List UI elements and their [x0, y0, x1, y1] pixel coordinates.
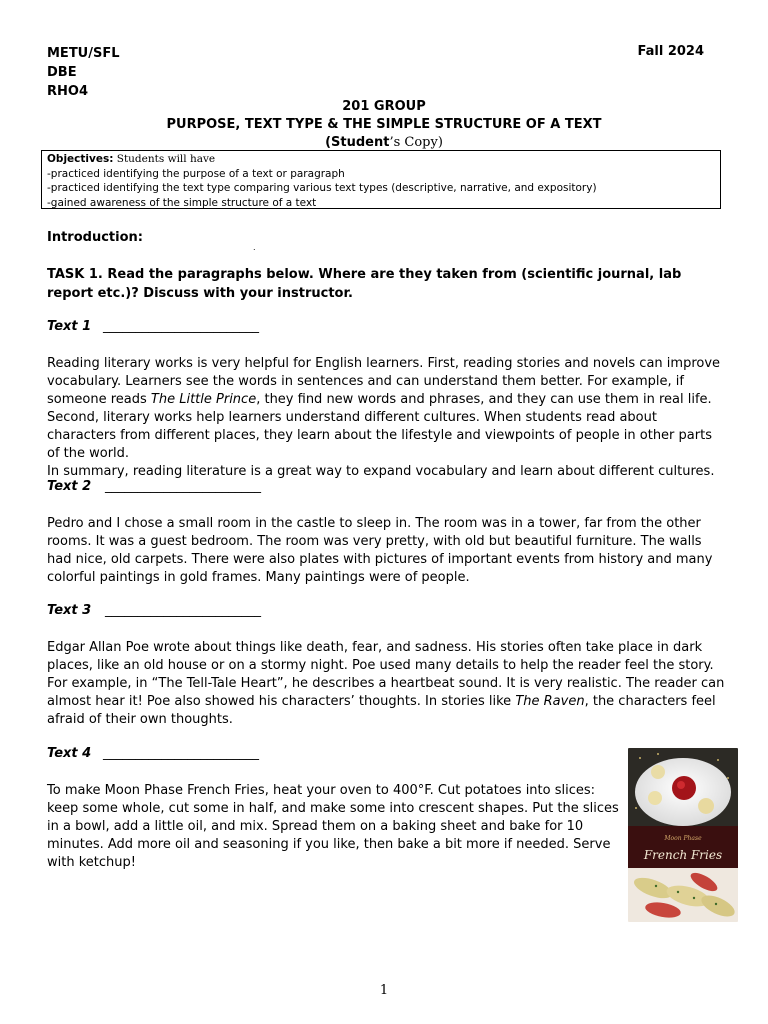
text1-answer-blank[interactable]: ________________________: [103, 319, 259, 334]
header-course: RHO4: [47, 84, 88, 99]
title-block: [0, 98, 768, 152]
group-title: 201 GROUP: [342, 99, 426, 114]
text3-label: Text 3: [47, 603, 92, 618]
text4-label: Text 4: [47, 746, 92, 761]
image-caption: French Fries: [643, 848, 723, 862]
header-dept: DBE: [47, 65, 77, 80]
page-number: 1: [379, 983, 389, 998]
text4-answer-blank[interactable]: ________________________: [103, 746, 259, 761]
text4-paragraph: To make Moon Phase French Fries, heat your oven to 400°F. Cut potatoes into slices: keep some whole, cut some in half, and make some into crescent shapes. Put the slices in a bowl, add a little oil, and mix. Spread them on a baking sheet and bake for 10 minutes. Add more oil and seasoning if you like, then bake a bit more if needed. Serve with ketchup!: [47, 783, 619, 870]
text3-answer-blank[interactable]: ________________________: [105, 603, 261, 618]
poem-title-raven: The Raven: [515, 694, 585, 709]
stray-dot: .: [253, 243, 256, 252]
text2-label: Text 2: [47, 479, 92, 494]
objectives-lead: Students will have: [113, 153, 216, 165]
page-title: PURPOSE, TEXT TYPE & THE SIMPLE STRUCTURE OF A TEXT: [166, 117, 602, 132]
copy-label-bold: Student: [331, 135, 390, 150]
text2-paragraph: Pedro and I chose a small room in the castle to sleep in. The room was in a tower, far from the other rooms. It was a guest bedroom. The room was very pretty, with old but beautiful furniture. The walls had nice, old carpets. There were also plates with pictures of important events from history and many colorful paintings in gold frames. Many paintings were of people.: [47, 516, 713, 585]
book-title-little-prince: The Little Prince: [150, 392, 257, 407]
header-org: METU/SFL: [47, 46, 120, 61]
task1-instructions: TASK 1. Read the paragraphs below. Where are they taken from (scientific journal, lab report etc.)? Discuss with your instructor.: [47, 267, 682, 301]
text1-paragraph: Reading literary works is very helpful for English learners. First, reading stories and novels can improve vocabulary. Learners see the words in sentences and can understand them better. For example, if someone reads The Little Prince, they find new words and phrases, and they can use them in real life. Second, literary works help learners understand different cultures. When students read about characters from different places, they learn about the lifestyle and viewpoints of people in other parts of the world. In summary, reading literature is a great way to expand vocabulary and learn about different cultures.: [47, 356, 721, 479]
objectives-label: Objectives:: [47, 153, 114, 165]
objectives-box: [41, 150, 721, 209]
header-left: [47, 44, 120, 101]
text1-label: Text 1: [47, 319, 92, 334]
image-small-caption: Moon Phase: [664, 835, 702, 842]
text2-answer-blank[interactable]: ________________________: [105, 479, 261, 494]
french-fries-image: [628, 748, 738, 922]
copy-label: (Student’s Copy): [325, 135, 443, 150]
objective-item: -gained awareness of the simple structure of a text: [47, 196, 317, 209]
copy-label-rest: ’s Copy): [389, 135, 443, 150]
introduction-heading: Introduction:: [47, 230, 143, 245]
objective-item: -practiced identifying the text type comparing various text types (descriptive, narrative, and expository): [47, 182, 597, 194]
text3-paragraph: Edgar Allan Poe wrote about things like death, fear, and sadness. His stories often take place in dark places, like an old house or on a stormy night. Poe used many details to help the reader feel the story. For example, in “The Tell-Tale Heart”, he describes a heartbeat sound. It is very realistic. The reader can almost hear it! Poe also showed his characters’ thoughts. In stories like The Raven, the characters feel afraid of their own thoughts.: [47, 640, 725, 727]
objective-item: -practiced identifying the purpose of a text or paragraph: [47, 167, 345, 180]
header-term: Fall 2024: [637, 44, 704, 59]
